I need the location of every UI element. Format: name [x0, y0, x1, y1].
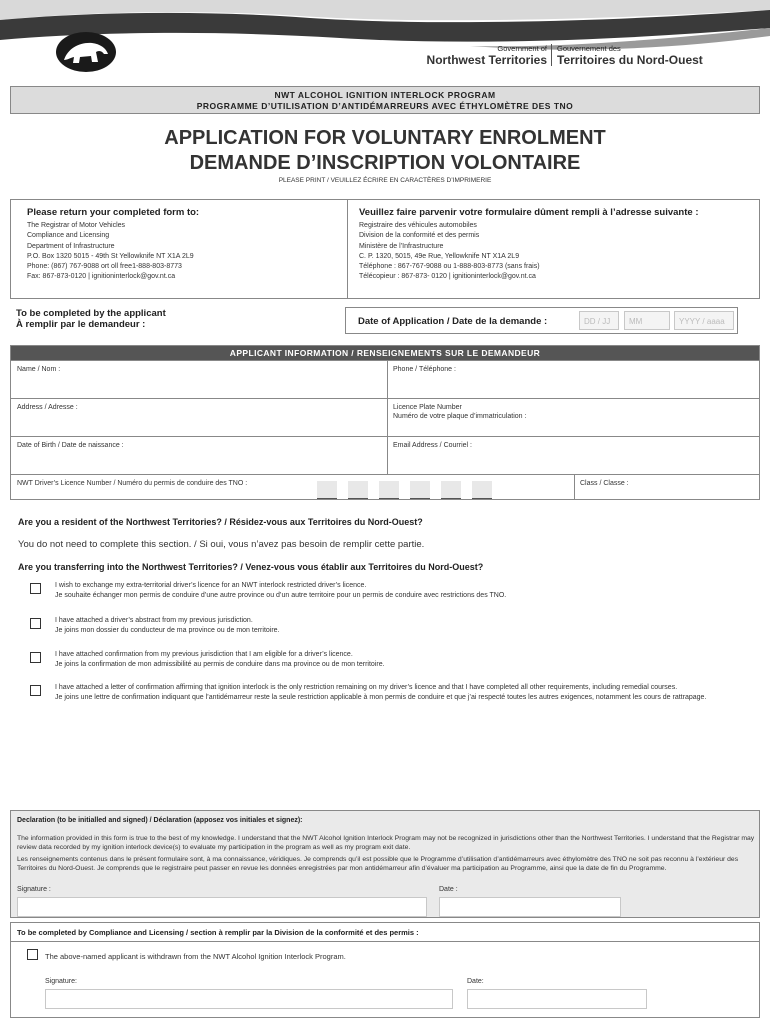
gov-name-fr: Gouvernement des Territoires du Nord-Ouest [557, 44, 703, 67]
address-line: Department of Infrastructure [27, 242, 115, 250]
option-text-fr: Je souhaite échanger mon permis de conduire d’une autre province ou d’un autre territoire pour un permis de conduire avec restrictions des TNO. [55, 592, 507, 599]
name-field[interactable] [11, 360, 387, 398]
program-name-en: NWT ALCOHOL IGNITION INTERLOCK PROGRAM [274, 90, 496, 100]
withdrawn-text: The above-named applicant is withdrawn from the NWT Alcohol Ignition Interlock Program. [45, 952, 346, 961]
licence-class-field[interactable] [574, 474, 759, 500]
licence-digit-field[interactable] [348, 481, 368, 499]
phone-label: Phone / Téléphone : [393, 366, 456, 373]
resident-question: Are you a resident of the Northwest Territories? / Résidez-vous aux Territoires du Nord-Ouest? [18, 517, 423, 527]
date-label: Date : [439, 886, 458, 893]
polar-bear-logo-icon [54, 30, 118, 74]
address-line: Télécopieur : 867-873- 0120 | ignitioninterlock@gov.nt.ca [359, 273, 536, 281]
applicant-note-en: To be completed by the applicant [16, 308, 166, 319]
class-label: Class / Classe : [580, 480, 629, 487]
signature-label: Signature : [17, 886, 51, 893]
applicant-info-table [10, 345, 760, 500]
transfer-option-abstract [30, 616, 750, 636]
licence-digit-field[interactable] [441, 481, 461, 499]
application-date-box [345, 307, 738, 334]
plate-label-fr: Numéro de votre plaque d’immatriculation : [393, 413, 527, 420]
applicant-info-heading: APPLICANT INFORMATION / RENSEIGNEMENTS SUR LE DEMANDEUR [11, 346, 759, 360]
option-text-fr: Je joins mon dossier du conducteur de ma province ou de mon territoire. [55, 627, 280, 634]
declaration-date-field[interactable] [439, 897, 621, 917]
address-field[interactable] [11, 398, 387, 436]
plate-label-en: Licence Plate Number [393, 404, 462, 411]
phone-field[interactable] [387, 360, 759, 398]
compliance-heading: To be completed by Compliance and Licensing / section à remplir par la Division de la conformité et des permis : [17, 928, 419, 937]
return-heading-fr: Veuillez faire parvenir votre formulaire dûment rempli à l’adresse suivante : [359, 207, 699, 218]
option-text-fr: Je joins une lettre de confirmation indiquant que l’antidémarreur reste la seule restriction applicable à mon permis de conduire et que j’ai respecté toutes les autres exigences, notamment les cours de rattrapage. [55, 694, 707, 701]
applicant-note [16, 308, 166, 330]
transfer-option-exchange [30, 581, 750, 601]
abstract-attached-checkbox[interactable] [30, 618, 41, 629]
gov-divider [551, 44, 552, 66]
date-month-field[interactable]: MM [624, 311, 670, 330]
eligibility-attached-checkbox[interactable] [30, 652, 41, 663]
transfer-question: Are you transferring into the Northwest Territories? / Venez-vous vous établir aux Territoires du Nord-Ouest? [18, 562, 484, 572]
email-label: Email Address / Courriel : [393, 442, 472, 449]
return-heading-en: Please return your completed form to: [27, 207, 200, 218]
dob-label: Date of Birth / Date de naissance : [17, 442, 124, 449]
address-line: Division de la conformité et des permis [359, 232, 480, 240]
gov-name-en: Government of Northwest Territories [426, 44, 547, 67]
address-line: Phone: (867) 767-9088 ort oll free1-888-803-8773 [27, 263, 182, 271]
compliance-signature-label: Signature: [45, 978, 77, 985]
compliance-box [10, 922, 760, 1018]
address-label: Address / Adresse : [17, 404, 78, 411]
option-text-fr: Je joins la confirmation de mon admissibilité au permis de conduire dans ma province ou de mon territoire. [55, 661, 385, 668]
compliance-date-field[interactable] [467, 989, 647, 1009]
address-line: Fax: 867-873-0120 | ignitioninterlock@gov.nt.ca [27, 273, 176, 281]
applicant-signature-field[interactable] [17, 897, 427, 917]
dob-field[interactable] [11, 436, 387, 474]
resident-note: You do not need to complete this section. / Si oui, vous n’avez pas besoin de remplir cette partie. [18, 539, 425, 550]
licence-digit-field[interactable] [379, 481, 399, 499]
name-label: Name / Nom : [17, 366, 61, 373]
exchange-licence-checkbox[interactable] [30, 583, 41, 594]
form-title-en: APPLICATION FOR VOLUNTARY ENROLMENT [164, 127, 606, 149]
declaration-text-fr: Les renseignements contenus dans le présent formulaire sont, à ma connaissance, véridiques. Je comprends qu’il est possible que le Programme d’utilisation d’antidémarreurs avec éthylomètre des TNO ne soit pas reconnu à l’extérieur des Territoires du Nord-Ouest. Je comprends que le registraire peut passer en revue les données enregistrées par mon antidémarreur afin d’évaluer ma participation au Programme, ainsi que la date de fin du Programme. [17, 856, 739, 872]
compliance-signature-field[interactable] [45, 989, 453, 1009]
licence-digit-field[interactable] [317, 481, 337, 499]
option-text-en: I have attached a letter of confirmation affirming that ignition interlock is the only restriction remaining on my driver’s licence and that I have completed all other requirements, including remedial courses. [55, 684, 678, 691]
letter-attached-checkbox[interactable] [30, 685, 41, 696]
option-text-en: I have attached confirmation from my previous jurisdiction that I am eligible for a driver’s licence. [55, 651, 353, 658]
address-line: Ministère de l’Infrastructure [359, 242, 444, 250]
applicant-note-fr: À remplir par le demandeur : [16, 319, 146, 330]
program-banner [10, 86, 760, 114]
compliance-date-label: Date: [467, 978, 484, 985]
section-divider [11, 941, 759, 942]
column-divider [347, 200, 348, 298]
address-line: P.O. Box 1320 5015 - 49th St Yellowknife NT X1A 2L9 [27, 252, 194, 260]
transfer-option-letter [30, 683, 750, 703]
address-line: Registraire des véhicules automobiles [359, 222, 477, 230]
return-address-box [10, 199, 760, 299]
date-day-field[interactable]: DD / JJ [579, 311, 619, 330]
program-name-fr: PROGRAMME D’UTILISATION D’ANTIDÉMARREURS AVEC ÉTHYLOMÈTRE DES TNO [196, 101, 574, 111]
address-line: The Registrar of Motor Vehicles [27, 222, 126, 230]
address-line: Téléphone : 867-767-9088 ou 1-888-803-8773 (sans frais) [359, 263, 540, 271]
option-text-en: I wish to exchange my extra-territorial driver’s licence for an NWT interlock restricted driver’s licence. [55, 582, 367, 589]
return-address-en [27, 208, 347, 282]
declaration-box [10, 810, 760, 918]
licence-digit-field[interactable] [410, 481, 430, 499]
address-line: Compliance and Licensing [27, 232, 110, 240]
withdrawn-checkbox[interactable] [27, 949, 38, 960]
declaration-heading: Declaration (to be initialled and signed) / Déclaration (apposez vos initiales et signez): [17, 817, 303, 824]
application-date-label: Date of Application / Date de la demande : [358, 316, 548, 327]
email-field[interactable] [387, 436, 759, 474]
plate-number-field[interactable] [387, 398, 759, 436]
print-note: PLEASE PRINT / VEUILLEZ ÉCRIRE EN CARACTÈRES D’IMPRIMERIE [278, 177, 492, 184]
declaration-text-en: The information provided in this form is true to the best of my knowledge. I understand that the NWT Alcohol Ignition Interlock Program may not be recognized in jurisdictions other than the Northwest Territories. I understand that the Registrar may review data recorded by my ignition interlock device(s) to evaluate my participation in the program as well as my program exit date. [17, 835, 755, 851]
licence-label: NWT Driver’s Licence Number / Numéro du permis de conduire des TNO : [17, 480, 248, 487]
licence-digit-field[interactable] [472, 481, 492, 499]
return-address-fr [359, 208, 754, 282]
transfer-option-eligibility [30, 650, 750, 670]
form-title-fr: DEMANDE D’INSCRIPTION VOLONTAIRE [189, 152, 581, 174]
option-text-en: I have attached a driver’s abstract from my previous jurisdiction. [55, 617, 253, 624]
address-line: C. P. 1320, 5015, 49e Rue, Yellowknife NT X1A 2L9 [359, 252, 520, 260]
date-year-field[interactable]: YYYY / aaaa [674, 311, 734, 330]
